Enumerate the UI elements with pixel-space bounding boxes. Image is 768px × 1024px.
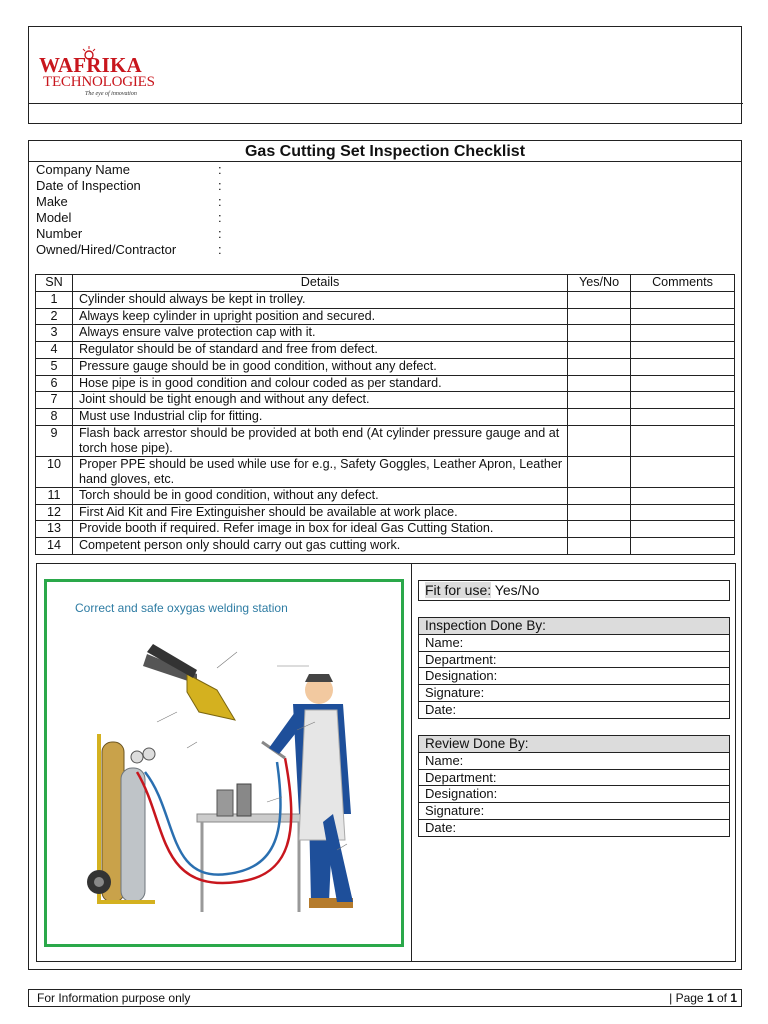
row-yes-no-cell[interactable] xyxy=(568,358,631,375)
table-row xyxy=(36,308,735,325)
row-comments-cell[interactable] xyxy=(631,342,735,359)
row-sn: 2 xyxy=(36,308,73,325)
row-comments-cell[interactable] xyxy=(631,487,735,504)
row-details: Regulator should be of standard and free from defect. xyxy=(72,342,567,359)
row-sn: 4 xyxy=(36,342,73,359)
info-date-of-inspection: Date of Inspection : xyxy=(36,178,222,193)
signoff-section xyxy=(36,563,736,962)
column-header-details: Details xyxy=(72,275,567,292)
row-details: Always ensure valve protection cap with it. xyxy=(72,325,567,342)
row-sn: 11 xyxy=(36,487,73,504)
review-name-field[interactable]: Name: xyxy=(419,752,730,769)
row-sn: 13 xyxy=(36,521,73,538)
table-header-row xyxy=(36,275,735,292)
info-model: Model : xyxy=(36,210,222,225)
welding-station-illustration xyxy=(47,582,401,944)
column-header-yes-no: Yes/No xyxy=(568,275,631,292)
row-details: Always keep cylinder in upright position and secured. xyxy=(72,308,567,325)
review-signature-field[interactable]: Signature: xyxy=(419,803,730,820)
row-details: Joint should be tight enough and without any defect. xyxy=(72,392,567,409)
row-comments-cell[interactable] xyxy=(631,538,735,555)
row-comments-cell[interactable] xyxy=(631,425,735,456)
row-details: Flash back arrestor should be provided at both end (At cylinder pressure gauge and at torch hose pipe). xyxy=(72,425,567,456)
row-yes-no-cell[interactable] xyxy=(568,504,631,521)
company-logo xyxy=(37,45,177,103)
section-divider xyxy=(411,564,412,961)
logo-subword: TECHNOLOGIES xyxy=(43,74,155,90)
info-company-name: Company Name : xyxy=(36,162,222,177)
row-comments-cell[interactable] xyxy=(631,409,735,426)
table-row xyxy=(36,291,735,308)
fit-for-use-label: Fit for use: xyxy=(425,582,492,598)
info-ownership: Owned/Hired/Contractor : xyxy=(36,242,222,257)
fit-for-use-field[interactable] xyxy=(418,580,730,601)
row-yes-no-cell[interactable] xyxy=(568,456,631,487)
row-comments-cell[interactable] xyxy=(631,521,735,538)
inspection-date-field[interactable]: Date: xyxy=(419,701,730,718)
row-details: Provide booth if required. Refer image in box for ideal Gas Cutting Station. xyxy=(72,521,567,538)
row-comments-cell[interactable] xyxy=(631,358,735,375)
row-yes-no-cell[interactable] xyxy=(568,521,631,538)
table-row xyxy=(36,538,735,555)
row-details: Hose pipe is in good condition and colour coded as per standard. xyxy=(72,375,567,392)
info-make: Make : xyxy=(36,194,222,209)
row-yes-no-cell[interactable] xyxy=(568,392,631,409)
inspection-department-field[interactable]: Department: xyxy=(419,651,730,668)
review-done-by-table xyxy=(418,735,730,837)
row-details: Competent person only should carry out gas cutting work. xyxy=(72,538,567,555)
table-row xyxy=(36,456,735,487)
row-comments-cell[interactable] xyxy=(631,325,735,342)
row-yes-no-cell[interactable] xyxy=(568,538,631,555)
row-sn: 7 xyxy=(36,392,73,409)
review-heading: Review Done By: xyxy=(419,736,730,753)
header-divider xyxy=(29,103,743,104)
inspection-designation-field[interactable]: Designation: xyxy=(419,668,730,685)
station-image-title: Correct and safe oxygas welding station xyxy=(75,601,288,615)
row-comments-cell[interactable] xyxy=(631,504,735,521)
row-details: Pressure gauge should be in good condition, without any defect. xyxy=(72,358,567,375)
row-details: Torch should be in good condition, without any defect. xyxy=(72,487,567,504)
checklist-table xyxy=(35,274,735,555)
page-footer xyxy=(28,989,742,1007)
row-details: Proper PPE should be used while use for e.g., Safety Goggles, Leather Apron, Leather hand gloves, etc. xyxy=(72,456,567,487)
row-yes-no-cell[interactable] xyxy=(568,425,631,456)
row-yes-no-cell[interactable] xyxy=(568,375,631,392)
table-row xyxy=(36,342,735,359)
info-number: Number : xyxy=(36,226,222,241)
page-number: | Page 1 of 1 xyxy=(669,991,737,1005)
review-department-field[interactable]: Department: xyxy=(419,769,730,786)
row-details: Cylinder should always be kept in trolley. xyxy=(72,291,567,308)
row-comments-cell[interactable] xyxy=(631,392,735,409)
info-fields xyxy=(36,162,222,258)
footer-note: For Information purpose only xyxy=(37,991,191,1005)
inspection-heading: Inspection Done By: xyxy=(419,618,730,635)
row-sn: 12 xyxy=(36,504,73,521)
table-row xyxy=(36,487,735,504)
row-yes-no-cell[interactable] xyxy=(568,308,631,325)
welding-station-image xyxy=(44,579,404,947)
row-yes-no-cell[interactable] xyxy=(568,487,631,504)
fume-exhaust-hood xyxy=(143,644,235,720)
row-sn: 5 xyxy=(36,358,73,375)
row-sn: 3 xyxy=(36,325,73,342)
row-sn: 6 xyxy=(36,375,73,392)
row-yes-no-cell[interactable] xyxy=(568,342,631,359)
row-comments-cell[interactable] xyxy=(631,375,735,392)
table-row xyxy=(36,325,735,342)
row-sn: 8 xyxy=(36,409,73,426)
table-row xyxy=(36,425,735,456)
column-header-comments: Comments xyxy=(631,275,735,292)
row-comments-cell[interactable] xyxy=(631,456,735,487)
column-header-sn: SN xyxy=(36,275,73,292)
inspection-name-field[interactable]: Name: xyxy=(419,634,730,651)
table-row xyxy=(36,358,735,375)
table-row xyxy=(36,409,735,426)
row-comments-cell[interactable] xyxy=(631,291,735,308)
row-sn: 1 xyxy=(36,291,73,308)
table-row xyxy=(36,504,735,521)
inspection-done-by-table xyxy=(418,617,730,719)
row-comments-cell[interactable] xyxy=(631,308,735,325)
page-title: Gas Cutting Set Inspection Checklist xyxy=(29,141,741,162)
row-details: Must use Industrial clip for fitting. xyxy=(72,409,567,426)
row-yes-no-cell[interactable] xyxy=(568,409,631,426)
logo-tagline: The eye of innovation xyxy=(85,91,137,97)
table-row xyxy=(36,392,735,409)
welder-figure xyxy=(269,674,353,908)
review-date-field[interactable]: Date: xyxy=(419,819,730,836)
logo-wordmark: WAFRIKA xyxy=(39,53,142,77)
row-yes-no-cell[interactable] xyxy=(568,325,631,342)
table-row xyxy=(36,375,735,392)
row-sn: 10 xyxy=(36,456,73,487)
inspection-signature-field[interactable]: Signature: xyxy=(419,685,730,702)
review-designation-field[interactable]: Designation: xyxy=(419,786,730,803)
row-sn: 14 xyxy=(36,538,73,555)
row-yes-no-cell[interactable] xyxy=(568,291,631,308)
row-details: First Aid Kit and Fire Extinguisher should be available at work place. xyxy=(72,504,567,521)
table-row xyxy=(36,521,735,538)
fit-for-use-value: Yes/No xyxy=(491,582,540,598)
row-sn: 9 xyxy=(36,425,73,456)
page-header xyxy=(28,26,742,124)
